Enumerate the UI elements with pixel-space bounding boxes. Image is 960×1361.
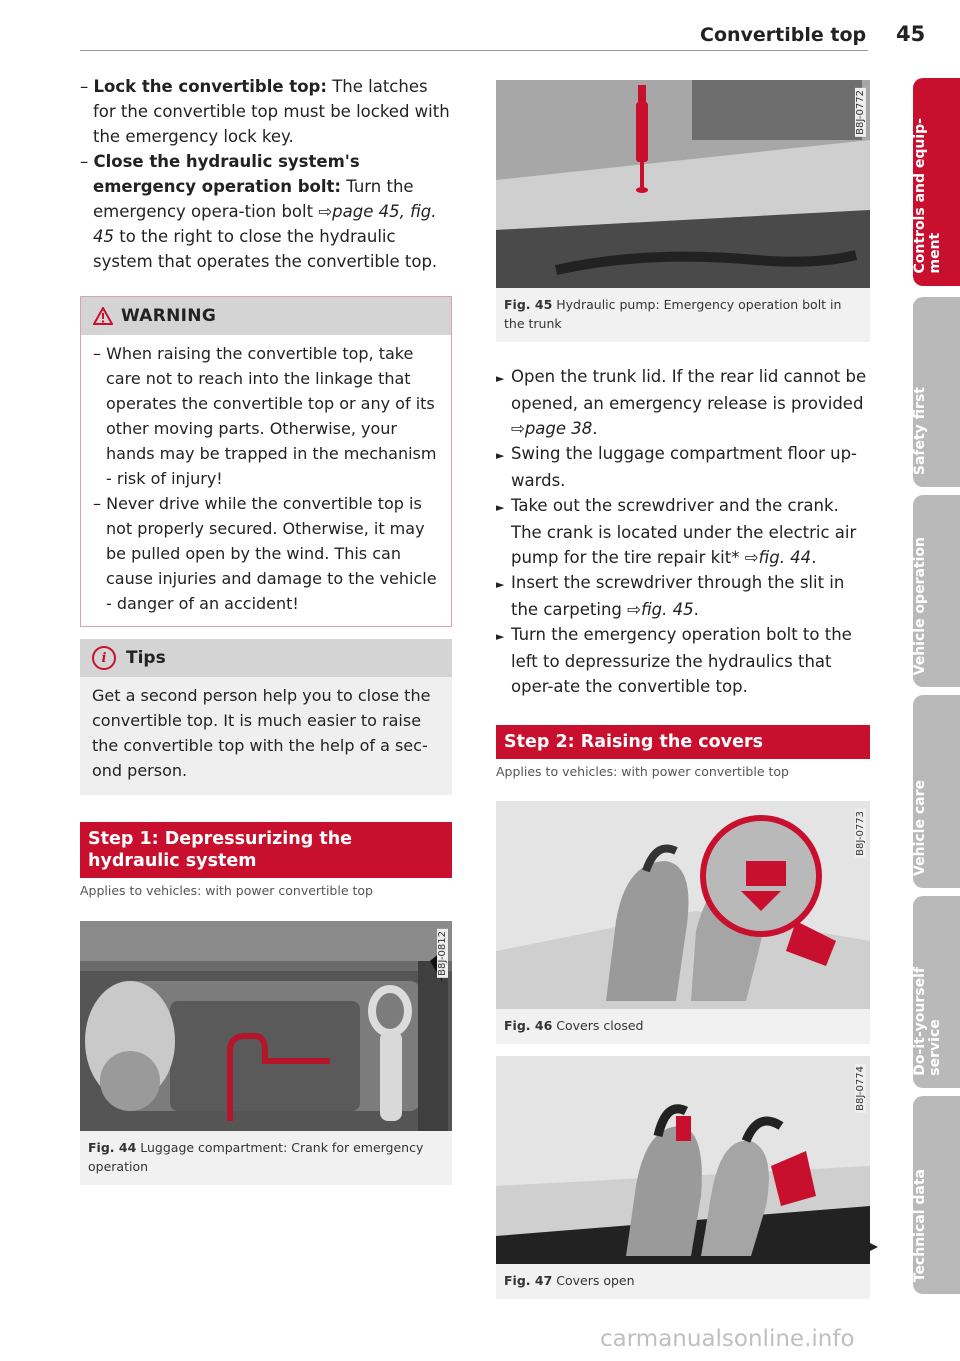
figure-code: B8J-0774 [855, 1066, 866, 1111]
tab-technical-data[interactable]: Technical data [913, 1096, 960, 1294]
tips-text: Get a second person help you to close the convertible top. It is much easier to raise the convertible top with the help of a sec-ond person. [92, 686, 431, 780]
continue-arrow-icon [866, 1240, 880, 1254]
figure-code: B8J-0772 [855, 90, 866, 135]
list-item: ► Swing the luggage compartment floor up-wards. [496, 444, 857, 490]
warning-header [81, 297, 451, 335]
figure-reference-link[interactable]: ⇨fig. 44 [744, 548, 812, 567]
tips-header [80, 639, 452, 677]
list-item: ► Insert the screwdriver through the slit in the carpeting ⇨fig. 45. [496, 573, 845, 619]
header-rule [80, 50, 868, 51]
applies-note: Applies to vehicles: with power convertible top [80, 883, 373, 898]
page-reference-link[interactable]: ⇨page 45, fig. 45 [93, 202, 437, 246]
left-column [80, 74, 452, 1185]
applies-note: Applies to vehicles: with power convertible top [496, 764, 789, 779]
figure-reference-link[interactable]: ⇨fig. 45 [627, 600, 694, 619]
step-list [496, 364, 870, 699]
figure-45 [496, 80, 870, 342]
section-heading: Step 1: Depressurizing the hydraulic system [80, 822, 452, 878]
list-item: ► Take out the screwdriver and the crank. The crank is located under the electric air pump for the tire repair kit* ⇨fig. 44. [496, 496, 857, 567]
figure-47 [496, 1056, 870, 1299]
tips-title: Tips [126, 648, 166, 668]
figure-code: B8J-0773 [855, 811, 866, 856]
list-item: – When raising the convertible top, take care not to reach into the linkage that operates the convertible top or any of its other moving parts. Otherwise, your hands may be trapped in the mechanism - risk of injury! [93, 344, 437, 488]
figure-caption: Fig. 46 Covers closed [504, 1018, 644, 1033]
tab-controls-and-equipment[interactable]: Controls and equip- ment [913, 78, 960, 286]
list-item: – Lock the convertible top: The latches for the convertible top must be locked with the emergency lock key. [80, 77, 450, 146]
tab-safety-first[interactable]: Safety first [913, 297, 960, 487]
warning-box [80, 296, 452, 627]
right-column [496, 80, 870, 1299]
list-item: ► Turn the emergency operation bolt to the left to depressurize the hydraulics that oper-ate the convertible top. [496, 625, 852, 696]
tab-vehicle-operation[interactable]: Vehicle operation [913, 495, 960, 687]
section-heading: Step 2: Raising the covers [496, 725, 870, 759]
figure-caption: Fig. 45 Hydraulic pump: Emergency operation bolt in the trunk [504, 297, 842, 331]
figure-image [496, 80, 870, 288]
list-item: – Close the hydraulic system's emergency operation bolt: Turn the emergency opera-tion bolt ⇨page 45, fig. 45 to the right to close the hydraulic system that operates the convertible top. [80, 152, 438, 271]
figure-image [496, 1056, 870, 1264]
list-item: – Never drive while the convertible top is not properly secured. Otherwise, it may be pulled open by the wind. This can cause injuries and damage to the vehicle - danger of an accident! [93, 494, 437, 613]
figure-image [496, 801, 870, 1009]
tab-vehicle-care[interactable]: Vehicle care [913, 695, 960, 888]
warning-triangle-icon [93, 307, 113, 325]
tips-box [80, 639, 452, 795]
figure-46 [496, 801, 870, 1044]
figure-44 [80, 921, 452, 1185]
page-reference-link[interactable]: ⇨page 38 [511, 419, 593, 438]
figure-caption: Fig. 44 Luggage compartment: Crank for emergency operation [88, 1140, 424, 1174]
tab-do-it-yourself-service[interactable]: Do-it-yourself service [913, 896, 960, 1088]
page-number: 45 [896, 22, 926, 46]
watermark: carmanualsonline.info [600, 1326, 855, 1352]
figure-code: B8J-0812 [437, 931, 448, 976]
list-item: ► Open the trunk lid. If the rear lid cannot be opened, an emergency release is provided ⇨page 38. [496, 367, 867, 438]
info-icon: i [92, 646, 116, 670]
figure-caption: Fig. 47 Covers open [504, 1273, 635, 1288]
running-title: Convertible top [700, 24, 867, 46]
warning-title: WARNING [121, 306, 217, 326]
figure-image [80, 921, 452, 1131]
